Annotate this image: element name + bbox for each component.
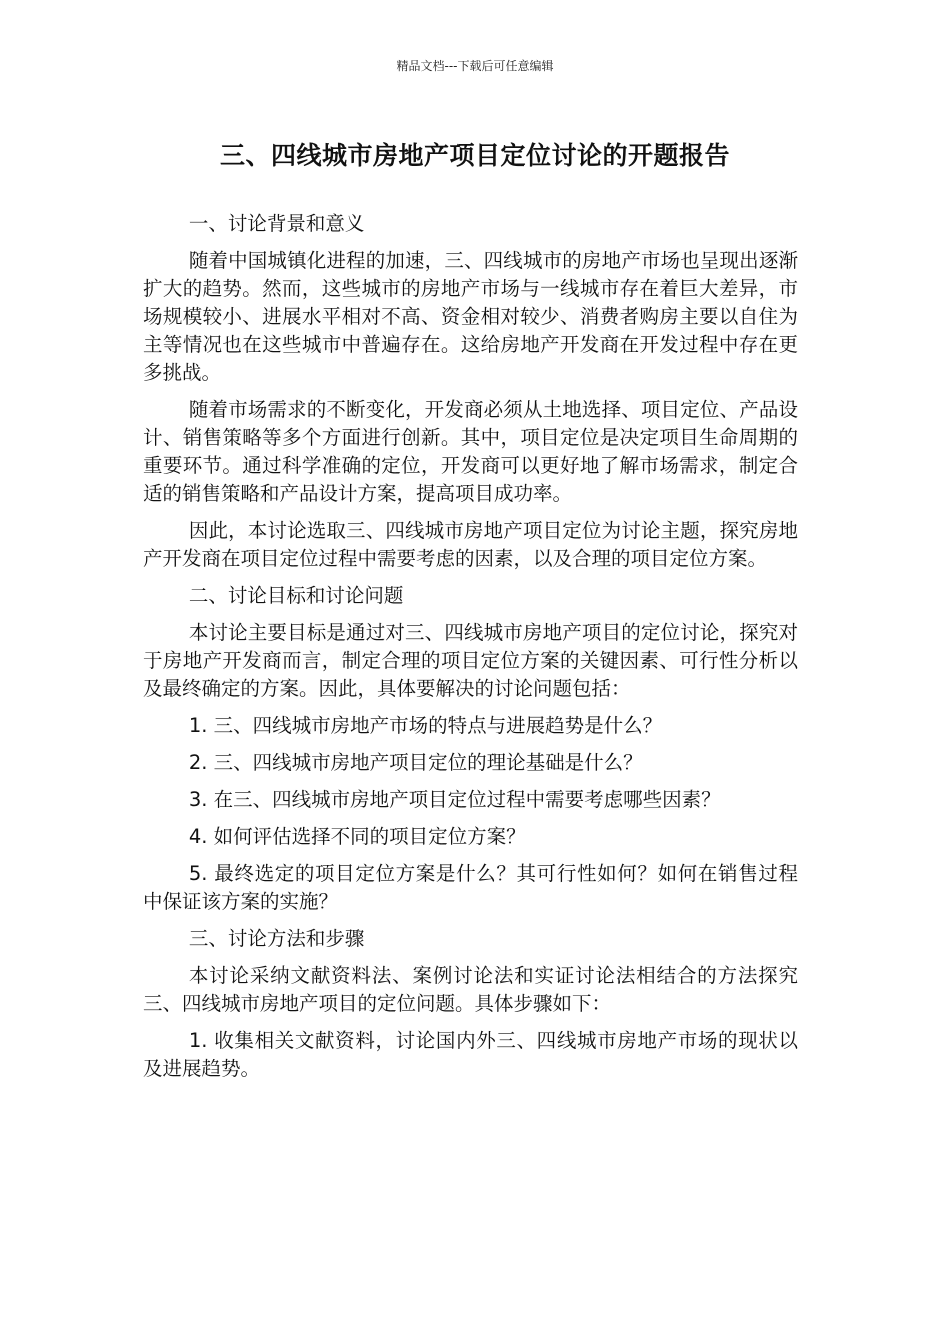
- document-body: [143, 210, 798, 1092]
- paragraph-methods-intro: 本讨论采纳文献资料法、案例讨论法和实证讨论法相结合的方法探究三、四线城市房地产项目的定位问题。具体步骤如下：: [143, 964, 798, 1015]
- question-item-4: 4. 如何评估选择不同的项目定位方案？: [188, 825, 526, 848]
- document-title: 三、四线城市房地产项目定位讨论的开题报告: [219, 141, 730, 170]
- question-item-1: 1. 三、四线城市房地产市场的特点与进展趋势是什么？: [188, 714, 663, 737]
- question-item-3: 3. 在三、四线城市房地产项目定位过程中需要考虑哪些因素？: [188, 788, 721, 811]
- section-heading-methods: 三、讨论方法和步骤: [188, 927, 365, 950]
- section-heading-background: 一、讨论背景和意义: [188, 212, 365, 235]
- section-heading-goals: 二、讨论目标和讨论问题: [188, 584, 404, 607]
- question-item-2: 2. 三、四线城市房地产项目定位的理论基础是什么？: [188, 751, 643, 774]
- page-header: 精品文档---下载后可任意编辑: [396, 59, 554, 73]
- question-item-5: 5. 最终选定的项目定位方案是什么？其可行性如何？如何在销售过程中保证该方案的实施？: [143, 862, 798, 913]
- step-item-1: 1. 收集相关文献资料，讨论国内外三、四线城市房地产市场的现状以及进展趋势。: [143, 1029, 798, 1080]
- paragraph-background-3: 因此，本讨论选取三、四线城市房地产项目定位为讨论主题，探究房地产开发商在项目定位过程中需要考虑的因素，以及合理的项目定位方案。: [143, 519, 798, 570]
- paragraph-background-1: 随着中国城镇化进程的加速，三、四线城市的房地产市场也呈现出逐渐扩大的趋势。然而，这些城市的房地产市场与一线城市存在着巨大差异，市场规模较小、进展水平相对不高、资金相对较少、消费者购房主要以自住为主等情况也在这些城市中普遍存在。这给房地产开发商在开发过程中存在更多挑战。: [143, 249, 798, 384]
- paragraph-goals-intro: 本讨论主要目标是通过对三、四线城市房地产项目的定位讨论，探究对于房地产开发商而言，制定合理的项目定位方案的关键因素、可行性分析以及最终确定的方案。因此，具体要解决的讨论问题包括：: [143, 621, 798, 700]
- paragraph-background-2: 随着市场需求的不断变化，开发商必须从土地选择、项目定位、产品设计、销售策略等多个方面进行创新。其中，项目定位是决定项目生命周期的重要环节。通过科学准确的定位，开发商可以更好地了解市场需求，制定合适的销售策略和产品设计方案，提高项目成功率。: [143, 398, 798, 505]
